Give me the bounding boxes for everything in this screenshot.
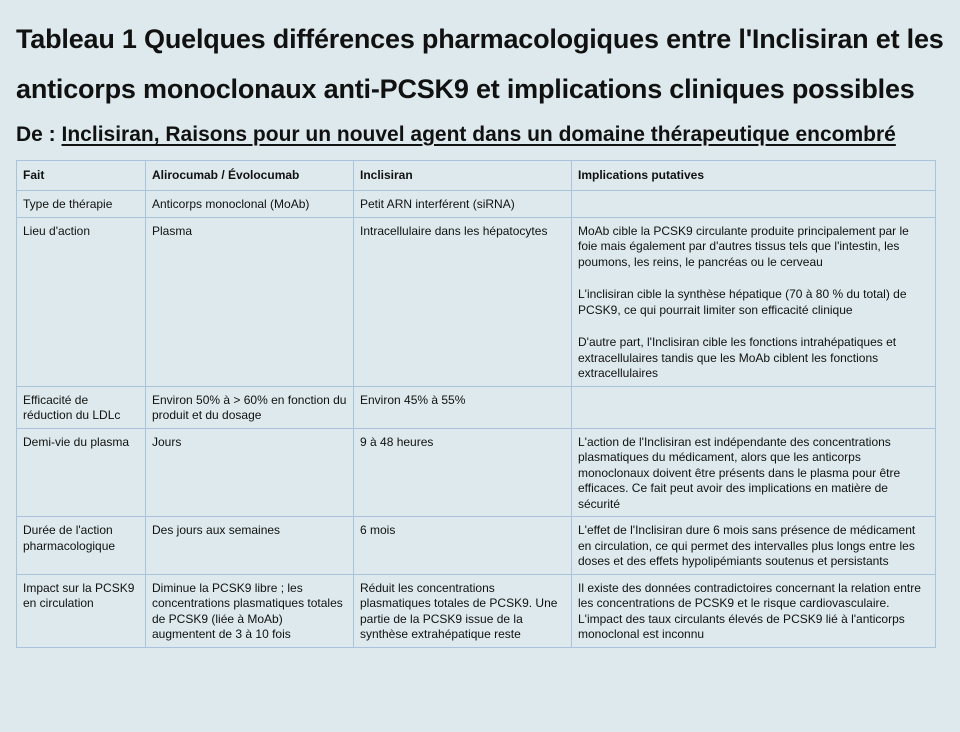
cell-fait: Efficacité de réduction du LDLc bbox=[17, 386, 146, 428]
cell-alirocumab: Plasma bbox=[146, 217, 354, 386]
source-line bbox=[16, 120, 944, 150]
implication-paragraph: Il existe des données contradictoires concernant la relation entre les concentrations de PCSK9 et le risque cardiovasculaire. L'impact des taux circulants élevés de PCSK9 lié à l'anticorps monoclonal est inconnu bbox=[578, 580, 921, 641]
cell-inclisiran: Intracellulaire dans les hépatocytes bbox=[354, 217, 572, 386]
cell-fait: Lieu d'action bbox=[17, 217, 146, 386]
implication-paragraph: MoAb cible la PCSK9 circulante produite principalement par le foie mais également par d'autres tissus tels que l'intestin, les poumons, les reins, le pancréas ou le cerveau bbox=[578, 223, 909, 269]
cell-inclisiran: 9 à 48 heures bbox=[354, 428, 572, 517]
cell-implications bbox=[572, 574, 936, 647]
table-row bbox=[17, 428, 936, 517]
cell-inclisiran: Environ 45% à 55% bbox=[354, 386, 572, 428]
table-row bbox=[17, 386, 936, 428]
cell-implications bbox=[572, 386, 936, 428]
source-article-link[interactable]: Inclisiran, Raisons pour un nouvel agent dans un domaine thérapeutique encombré bbox=[61, 123, 896, 146]
table-row bbox=[17, 517, 936, 575]
cell-alirocumab: Environ 50% à > 60% en fonction du produit et du dosage bbox=[146, 386, 354, 428]
header-alirocumab: Alirocumab / Évolocumab bbox=[146, 161, 354, 191]
cell-alirocumab: Jours bbox=[146, 428, 354, 517]
implication-paragraph: L'action de l'Inclisiran est indépendante des concentrations plasmatiques du médicament, alors que les anticorps monoclonaux doivent être présents dans le plasma pour être efficaces. Ce fait peut avoir des implications en matière de sécurité bbox=[578, 434, 901, 511]
implication-paragraph: L'effet de l'Inclisiran dure 6 mois sans présence de médicament en circulation, ce qui permet des intervalles plus longs entre les doses et des effets hypolipémiants soutenus et persistants bbox=[578, 523, 916, 568]
table-row bbox=[17, 191, 936, 218]
table-row bbox=[17, 217, 936, 386]
table-row bbox=[17, 574, 936, 647]
header-implications: Implications putatives bbox=[572, 161, 936, 191]
cell-fait: Impact sur la PCSK9 en circulation bbox=[17, 574, 146, 647]
cell-implications bbox=[572, 517, 936, 575]
table-header-row bbox=[17, 161, 936, 191]
cell-fait: Type de thérapie bbox=[17, 191, 146, 218]
cell-fait: Durée de l'action pharmacologique bbox=[17, 517, 146, 575]
cell-inclisiran: Réduit les concentrations plasmatiques totales de PCSK9. Une partie de la PCSK9 issue de la synthèse extrahépatique reste bbox=[354, 574, 572, 647]
cell-alirocumab: Des jours aux semaines bbox=[146, 517, 354, 575]
implication-paragraph: L'inclisiran cible la synthèse hépatique (70 à 80 % du total) de PCSK9, ce qui pourrait limiter son efficacité clinique bbox=[578, 287, 907, 317]
page-title: Tableau 1 Quelques différences pharmacologiques entre l'Inclisiran et les anticorps monoclonaux anti-PCSK9 et implications cliniques possibles bbox=[16, 24, 944, 104]
cell-inclisiran: 6 mois bbox=[354, 517, 572, 575]
cell-fait: Demi-vie du plasma bbox=[17, 428, 146, 517]
cell-implications bbox=[572, 217, 936, 386]
cell-implications bbox=[572, 428, 936, 517]
comparison-table bbox=[16, 160, 936, 648]
header-inclisiran: Inclisiran bbox=[354, 161, 572, 191]
cell-implications bbox=[572, 191, 936, 218]
implication-paragraph: D'autre part, l'Inclisiran cible les fonctions intrahépatiques et extracellulaires tandis que les MoAb ciblent les fonctions extracellulaires bbox=[578, 335, 897, 380]
cell-alirocumab: Diminue la PCSK9 libre ; les concentrations plasmatiques totales de PCSK9 (liée à MoAb) augmentent de 3 à 10 fois bbox=[146, 574, 354, 647]
cell-inclisiran: Petit ARN interférent (siRNA) bbox=[354, 191, 572, 218]
header-fait: Fait bbox=[17, 161, 146, 191]
cell-alirocumab: Anticorps monoclonal (MoAb) bbox=[146, 191, 354, 218]
source-prefix: De : bbox=[16, 123, 62, 146]
